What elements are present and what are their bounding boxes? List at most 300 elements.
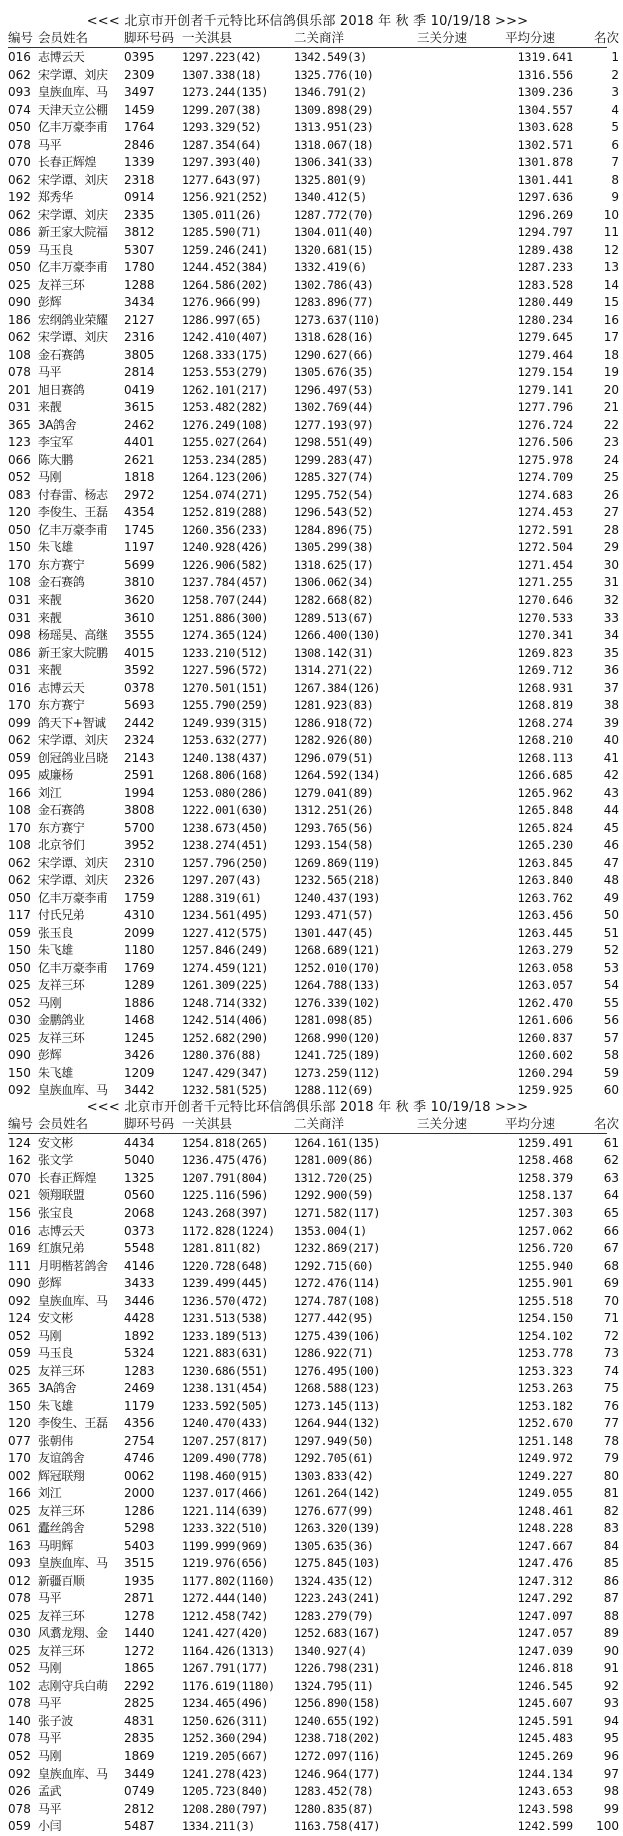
stage3-speed	[417, 1310, 505, 1328]
member-id: 092	[8, 1766, 31, 1781]
member-id: 078	[8, 365, 31, 380]
stage3-speed	[417, 224, 505, 242]
rank: 57	[603, 1030, 619, 1045]
member-name: 刘江	[38, 1486, 62, 1501]
ring-number: 4146	[124, 1258, 155, 1273]
ring-number: 2127	[124, 312, 155, 327]
stage3-speed	[417, 277, 505, 295]
member-name: 亿丰万豪李甫	[38, 260, 108, 275]
table-row	[0, 1135, 619, 1153]
member-name: 李俊生、王磊	[38, 505, 108, 520]
stage1-speed: 1285.590(71)	[182, 225, 262, 240]
table-row	[0, 1082, 619, 1100]
rank: 33	[603, 610, 619, 625]
stage2-speed: 1308.142(31)	[294, 645, 374, 660]
stage1-speed: 1227.412(575)	[182, 925, 269, 940]
member-id: 016	[8, 50, 31, 64]
stage1-speed: 1219.205(667)	[182, 1748, 269, 1763]
stage2-speed: 1246.964(177)	[294, 1766, 381, 1781]
member-name: 马平	[38, 1801, 62, 1816]
ring-number: 1288	[124, 277, 155, 292]
table-row	[0, 662, 619, 680]
average-speed: 1247.476	[517, 1556, 573, 1571]
member-name: 宋学谭、刘庆	[38, 172, 108, 187]
member-name: 金石赛鸽	[38, 575, 85, 590]
ring-number: 3952	[124, 838, 155, 853]
stage1-speed: 1253.482(282)	[182, 400, 269, 415]
stage2-speed: 1273.259(112)	[294, 1065, 381, 1080]
rank: 22	[603, 417, 619, 432]
member-name: 马刚	[38, 1748, 62, 1763]
member-id: 092	[8, 1083, 31, 1098]
stage1-speed: 1277.643(97)	[182, 172, 262, 187]
stage2-speed: 1272.476(114)	[294, 1276, 381, 1291]
average-speed: 1259.925	[517, 1083, 573, 1098]
stage1-speed: 1255.027(264)	[182, 435, 269, 450]
stage3-speed	[417, 662, 505, 680]
rank: 41	[603, 750, 619, 765]
member-name: 马平	[38, 1591, 62, 1606]
rank: 26	[603, 487, 619, 502]
stage1-speed: 1272.444(140)	[182, 1591, 269, 1606]
member-name: 马玉良	[38, 1346, 73, 1361]
table-row	[0, 1415, 619, 1433]
stage2-speed: 1264.944(132)	[294, 1416, 381, 1431]
rank: 55	[603, 995, 619, 1010]
stage2-speed: 1232.869(217)	[294, 1241, 381, 1256]
table-row	[0, 137, 619, 155]
stage1-speed: 1253.553(279)	[182, 365, 269, 380]
stage2-speed: 1296.543(52)	[294, 505, 374, 520]
stage1-speed: 1248.714(332)	[182, 995, 269, 1010]
member-name: 辉冠联翔	[38, 1468, 85, 1483]
member-name: 宋学谭、刘庆	[38, 67, 108, 82]
stage3-speed	[417, 802, 505, 820]
stage1-speed: 1207.791(804)	[182, 1170, 269, 1185]
rank: 51	[603, 925, 619, 940]
table-row	[0, 557, 619, 575]
table-row	[0, 1555, 619, 1573]
member-name: 来靓	[38, 400, 62, 415]
average-speed: 1271.454	[517, 557, 573, 572]
stage2-speed: 1304.011(40)	[294, 225, 374, 240]
member-id: 150	[8, 943, 31, 958]
table-row	[0, 1310, 619, 1328]
ring-number: 4428	[124, 1311, 155, 1326]
header-stage3: 三关分速	[417, 30, 468, 45]
member-id: 026	[8, 1784, 31, 1799]
rank: 21	[603, 400, 619, 415]
rank: 87	[603, 1591, 619, 1606]
stage2-speed: 1325.801(9)	[294, 172, 367, 187]
member-name: 志博云天	[38, 1223, 85, 1238]
rank: 35	[603, 645, 619, 660]
member-name: 皇族血库、马	[38, 1556, 108, 1571]
rank: 88	[603, 1608, 619, 1623]
table-row	[0, 1205, 619, 1223]
stage2-speed: 1281.009(86)	[294, 1153, 374, 1168]
table-row	[0, 1363, 619, 1381]
member-name: 志刚守兵白萌	[38, 1678, 108, 1693]
stage2-speed: 1277.193(97)	[294, 417, 374, 432]
stage1-speed: 1253.632(277)	[182, 733, 269, 748]
stage2-speed: 1303.833(42)	[294, 1468, 374, 1483]
stage2-speed: 1332.419(6)	[294, 260, 367, 275]
average-speed: 1258.468	[517, 1153, 573, 1168]
member-name: 友祥三环	[38, 1608, 85, 1623]
average-speed: 1247.097	[517, 1608, 573, 1623]
member-id: 052	[8, 1328, 31, 1343]
table-row	[0, 1573, 619, 1591]
stage3-speed	[417, 137, 505, 155]
stage1-speed: 1249.939(315)	[182, 715, 269, 730]
average-speed: 1247.292	[517, 1591, 573, 1606]
ring-number: 1780	[124, 260, 155, 275]
member-name: 朱飞雄	[38, 943, 73, 958]
member-id: 078	[8, 1801, 31, 1816]
rank: 77	[603, 1416, 619, 1431]
member-id: 030	[8, 1626, 31, 1641]
page-title: <<< 北京市开创者千元特比环信鸽俱乐部 2018 年 秋 季 10/19/18 >>>	[86, 14, 529, 29]
rank: 61	[603, 1135, 619, 1150]
rank: 10	[603, 207, 619, 222]
average-speed: 1259.491	[517, 1135, 573, 1150]
stage2-speed: 1340.412(5)	[294, 190, 367, 205]
stage2-speed: 1302.786(43)	[294, 277, 374, 292]
stage1-speed: 1240.470(433)	[182, 1416, 269, 1431]
stage3-speed	[417, 1380, 505, 1398]
stage1-speed: 1276.966(99)	[182, 295, 262, 310]
stage3-speed	[417, 645, 505, 663]
member-name: 杨瑶昊、高继	[38, 628, 108, 643]
member-id: 074	[8, 102, 31, 117]
member-id: 093	[8, 1556, 31, 1571]
stage3-speed	[417, 539, 505, 557]
average-speed: 1254.150	[517, 1311, 573, 1326]
table-row	[0, 1625, 619, 1643]
member-name: 鸽天下+智诚	[38, 715, 106, 730]
stage2-speed: 1241.725(189)	[294, 1048, 381, 1063]
header-avg: 平均分速	[505, 1115, 556, 1131]
table-row	[0, 697, 619, 715]
stage3-speed	[417, 259, 505, 277]
member-name: 友祥三环	[38, 1503, 85, 1518]
stage2-speed: 1268.990(120)	[294, 1030, 381, 1045]
member-name: 友祥三环	[38, 277, 85, 292]
table-row	[0, 1380, 619, 1398]
average-speed: 1248.461	[517, 1503, 573, 1518]
stage3-speed	[417, 1590, 505, 1608]
member-name: 马刚	[38, 995, 62, 1010]
ring-number: 1818	[124, 470, 155, 485]
stage2-speed: 1271.582(117)	[294, 1206, 381, 1220]
stage3-speed	[417, 382, 505, 400]
rank: 82	[603, 1503, 619, 1518]
stage1-speed: 1250.626(311)	[182, 1713, 269, 1728]
stage1-speed: 1264.586(202)	[182, 277, 269, 292]
stage1-speed: 1176.619(1180)	[182, 1678, 275, 1693]
member-id: 052	[8, 995, 31, 1010]
rank: 14	[603, 277, 619, 292]
stage1-speed: 1274.459(121)	[182, 960, 269, 975]
rank: 42	[603, 768, 619, 783]
rank: 40	[603, 733, 619, 748]
member-id: 086	[8, 645, 31, 660]
member-name: 天津天立公棚	[38, 102, 108, 117]
table-row	[0, 1328, 619, 1346]
stage1-speed: 1239.499(445)	[182, 1276, 269, 1291]
stage1-speed: 1243.268(397)	[182, 1206, 269, 1220]
stage3-speed	[417, 925, 505, 943]
stage1-speed: 1307.338(18)	[182, 67, 262, 82]
member-name: 朱飞雄	[38, 1398, 73, 1413]
rank: 60	[603, 1083, 619, 1098]
member-name: 张文学	[38, 1153, 73, 1168]
table-row	[0, 977, 619, 995]
table-row	[0, 399, 619, 417]
member-name: 长春正辉煌	[38, 1170, 97, 1185]
stage3-speed	[417, 1748, 505, 1766]
ring-number: 2814	[124, 365, 155, 380]
stage1-speed: 1221.883(631)	[182, 1346, 269, 1361]
stage2-speed: 1261.264(142)	[294, 1486, 381, 1501]
stage3-speed	[417, 49, 505, 67]
ring-number: 1339	[124, 155, 155, 170]
stage2-speed: 1282.926(80)	[294, 733, 374, 748]
average-speed: 1270.341	[517, 628, 573, 643]
member-name: 东方赛宁	[38, 820, 85, 835]
average-speed: 1272.591	[517, 522, 573, 537]
stage2-speed: 1305.676(35)	[294, 365, 374, 380]
stage3-speed	[417, 189, 505, 207]
average-speed: 1277.796	[517, 400, 573, 415]
table-row	[0, 1345, 619, 1363]
stage3-speed	[417, 837, 505, 855]
stage3-speed	[417, 1643, 505, 1661]
member-name: 蠹丝鸽舍	[38, 1521, 85, 1536]
rank: 98	[603, 1784, 619, 1799]
ring-number: 3592	[124, 663, 155, 678]
stage2-speed: 1285.327(74)	[294, 470, 374, 485]
header-rank: 名次	[593, 1115, 619, 1131]
stage2-speed: 1232.565(218)	[294, 873, 381, 888]
ring-number: 1278	[124, 1608, 155, 1623]
member-name: 张子波	[38, 1713, 73, 1728]
stage2-speed: 1286.918(72)	[294, 715, 374, 730]
rank: 23	[603, 435, 619, 450]
member-id: 050	[8, 890, 31, 905]
member-name: 友谊鸽舍	[38, 1451, 85, 1466]
member-name: 来靓	[38, 663, 62, 678]
stage1-speed: 1222.001(630)	[182, 803, 269, 818]
ring-number: 2972	[124, 487, 155, 502]
ring-number: 2442	[124, 715, 155, 730]
table-row	[0, 207, 619, 225]
average-speed: 1253.323	[517, 1363, 573, 1378]
member-id: 025	[8, 1643, 31, 1658]
average-speed: 1279.141	[517, 382, 573, 397]
ring-number: 1745	[124, 522, 155, 537]
ring-number: 2871	[124, 1591, 155, 1606]
average-speed: 1260.602	[517, 1048, 573, 1063]
ring-number: 5324	[124, 1346, 155, 1361]
stage3-speed	[417, 242, 505, 260]
ring-number: 3442	[124, 1083, 155, 1098]
member-name: 李俊生、王磊	[38, 1416, 108, 1431]
table-row	[0, 837, 619, 855]
average-speed: 1252.670	[517, 1416, 573, 1431]
member-id: 124	[8, 1135, 31, 1150]
stage2-speed: 1293.154(58)	[294, 838, 374, 853]
member-name: 宋学谭、刘庆	[38, 733, 108, 748]
table-row	[0, 1818, 619, 1836]
stage3-speed	[417, 1152, 505, 1170]
member-name: 3A鸽舍	[38, 417, 77, 432]
stage1-speed: 1244.452(384)	[182, 260, 269, 275]
stage3-speed	[417, 574, 505, 592]
stage3-speed	[417, 1187, 505, 1205]
ring-number: 3433	[124, 1276, 155, 1291]
member-id: 123	[8, 435, 31, 450]
stage3-speed	[417, 469, 505, 487]
member-id: 070	[8, 1170, 31, 1185]
stage3-speed	[417, 872, 505, 890]
rank: 8	[611, 172, 619, 187]
average-speed: 1263.058	[517, 960, 573, 975]
average-speed: 1263.057	[517, 978, 573, 993]
rank: 67	[603, 1241, 619, 1256]
rank: 28	[603, 522, 619, 537]
member-name: 威廉杨	[38, 768, 73, 783]
stage3-speed	[417, 487, 505, 505]
member-id: 050	[8, 260, 31, 275]
stage2-speed: 1292.715(60)	[294, 1258, 374, 1273]
stage3-speed	[417, 504, 505, 522]
ring-number: 2292	[124, 1678, 155, 1693]
page-title-repeat: <<< 北京市开创者千元特比环信鸽俱乐部 2018 年 秋 季 10/19/18 >>>	[86, 1099, 529, 1115]
stage1-speed: 1286.997(65)	[182, 312, 262, 327]
average-speed: 1263.445	[517, 925, 573, 940]
ring-number: 1468	[124, 1013, 155, 1028]
ring-number: 1865	[124, 1661, 155, 1676]
average-speed: 1254.102	[517, 1328, 573, 1343]
member-id: 156	[8, 1206, 31, 1220]
ring-number: 3615	[124, 400, 155, 415]
ring-number: 1272	[124, 1643, 155, 1658]
stage1-speed: 1276.249(108)	[182, 417, 269, 432]
stage1-speed: 1262.101(217)	[182, 382, 269, 397]
table-row	[0, 1047, 619, 1065]
table-row	[0, 172, 619, 190]
member-name: 金石赛鸽	[38, 347, 85, 362]
member-name: 付春雷、杨志	[38, 487, 108, 502]
stage3-speed	[417, 592, 505, 610]
stage3-speed	[417, 1135, 505, 1153]
stage1-speed: 1236.570(472)	[182, 1293, 269, 1308]
member-id: 111	[8, 1258, 31, 1273]
average-speed: 1269.712	[517, 663, 573, 678]
average-speed: 1245.607	[517, 1696, 573, 1711]
stage2-speed: 1296.079(51)	[294, 750, 374, 765]
average-speed: 1247.312	[517, 1573, 573, 1588]
rank: 48	[603, 873, 619, 888]
stage3-speed	[417, 207, 505, 225]
average-speed: 1294.797	[517, 225, 573, 240]
member-id: 095	[8, 768, 31, 783]
stage1-speed: 1237.784(457)	[182, 575, 269, 590]
ring-number: 3497	[124, 85, 155, 100]
table-row	[0, 1485, 619, 1503]
rank: 56	[603, 1013, 619, 1028]
member-id: 052	[8, 1661, 31, 1676]
average-speed: 1243.598	[517, 1801, 573, 1816]
average-speed: 1301.878	[517, 155, 573, 170]
stage1-speed: 1257.846(249)	[182, 943, 269, 958]
stage1-speed: 1240.928(426)	[182, 540, 269, 555]
member-id: 090	[8, 295, 31, 310]
header-ring: 脚环号码	[124, 1115, 175, 1131]
average-speed: 1244.134	[517, 1766, 573, 1781]
rank: 54	[603, 978, 619, 993]
member-id: 025	[8, 1503, 31, 1518]
member-name: 马刚	[38, 1661, 62, 1676]
stage2-speed: 1288.112(69)	[294, 1083, 374, 1098]
average-speed: 1263.762	[517, 890, 573, 905]
header-id: 编号	[8, 1115, 34, 1131]
member-name: 皇族血库、马	[38, 1766, 108, 1781]
average-speed: 1263.456	[517, 908, 573, 923]
rank: 86	[603, 1573, 619, 1588]
table-row	[0, 67, 619, 85]
table-row	[0, 1065, 619, 1083]
stage2-speed: 1320.681(15)	[294, 242, 374, 257]
stage3-speed	[417, 750, 505, 768]
member-id: 108	[8, 838, 31, 853]
ring-number: 3426	[124, 1048, 155, 1063]
member-id: 025	[8, 277, 31, 292]
stage1-speed: 1221.114(639)	[182, 1503, 269, 1518]
ring-number: 5548	[124, 1241, 155, 1256]
stage3-speed	[417, 557, 505, 575]
member-name: 陈大鹏	[38, 452, 73, 467]
ring-number: 1286	[124, 1503, 155, 1518]
ring-number: 1769	[124, 960, 155, 975]
table-row	[0, 242, 619, 260]
stage1-speed: 1257.796(250)	[182, 855, 269, 870]
stage3-speed	[417, 1415, 505, 1433]
average-speed: 1245.483	[517, 1731, 573, 1746]
rank: 63	[603, 1170, 619, 1185]
stage3-speed	[417, 1205, 505, 1223]
member-id: 059	[8, 750, 31, 765]
table-row	[0, 907, 619, 925]
rank: 65	[603, 1206, 619, 1220]
stage1-speed: 1305.011(26)	[182, 207, 262, 222]
stage3-speed	[417, 154, 505, 172]
rank: 92	[603, 1678, 619, 1693]
ring-number: 2591	[124, 768, 155, 783]
rank: 37	[603, 680, 619, 695]
table-row	[0, 1590, 619, 1608]
ring-number: 4831	[124, 1713, 155, 1728]
stage2-speed: 1283.452(78)	[294, 1784, 374, 1799]
stage3-speed	[417, 1713, 505, 1731]
ring-number: 2310	[124, 855, 155, 870]
table-row	[0, 1748, 619, 1766]
rank: 44	[603, 803, 619, 818]
average-speed: 1258.137	[517, 1188, 573, 1203]
member-id: 050	[8, 522, 31, 537]
